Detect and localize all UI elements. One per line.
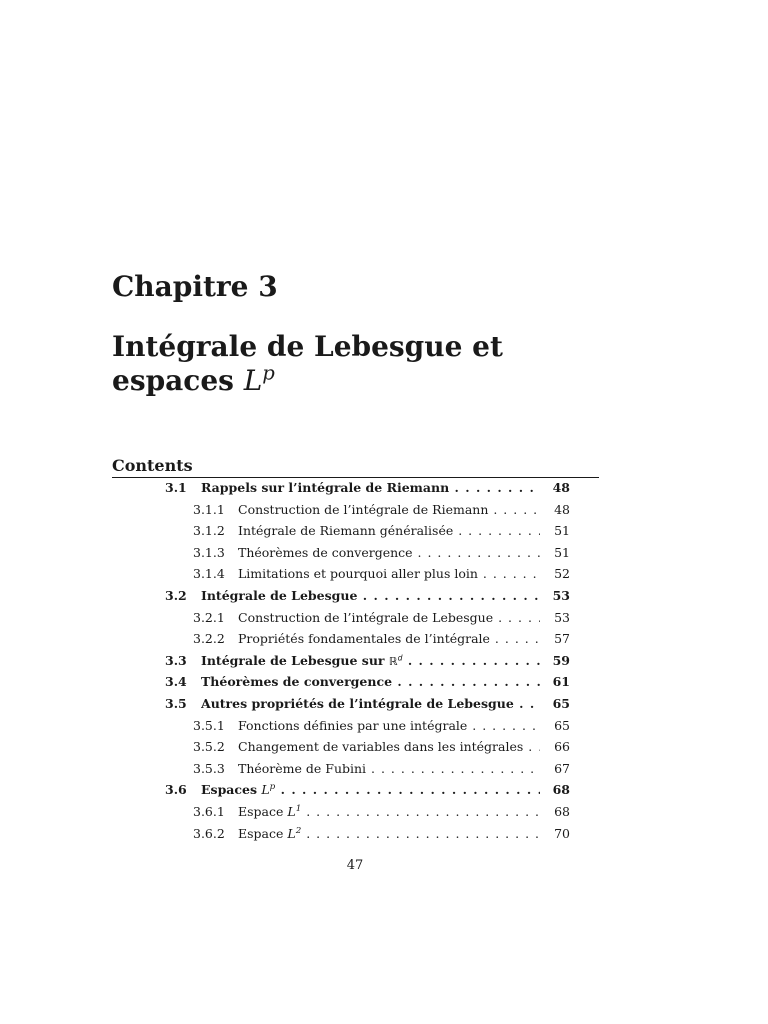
toc-entry-page: 51 xyxy=(554,544,570,560)
toc-entry-number: 3.1.1 xyxy=(193,501,225,517)
toc-entry-title: Espace $L^2$ . . . xyxy=(238,823,540,845)
chapter-title-math: $L^p$ xyxy=(243,361,275,397)
toc-entry-3-1[interactable] xyxy=(112,477,576,499)
toc-entry-3-2[interactable] xyxy=(112,585,576,607)
toc-entry-title: Construction de l’intégrale de Lebesgue . . . xyxy=(238,607,540,629)
toc-entry-number: 3.5.1 xyxy=(193,717,225,733)
toc-entry-title: Théorèmes de convergence . . . xyxy=(238,542,540,564)
toc-entry-number: 3.5.2 xyxy=(193,739,225,755)
toc-entry-title: Intégrale de Lebesgue sur ℝ$^d$ . . . xyxy=(201,650,540,673)
toc-entry-page: 68 xyxy=(554,803,570,819)
toc-entry-page: 48 xyxy=(554,501,570,517)
toc-entry-page: 68 xyxy=(552,782,570,798)
toc-entry-3-5[interactable] xyxy=(112,693,576,715)
contents-heading: Contents xyxy=(112,456,193,475)
toc-entry-title: Changement de variables dans les intégrales . . . xyxy=(238,736,540,758)
table-of-contents xyxy=(112,477,576,844)
toc-entry-page: 53 xyxy=(554,609,570,625)
toc-entry-title: Théorème de Fubini . . . xyxy=(238,758,540,780)
toc-entry-page: 70 xyxy=(554,825,570,841)
toc-entry-3-2-1[interactable] xyxy=(112,607,576,629)
toc-entry-3-4[interactable] xyxy=(112,671,576,693)
toc-entry-title: Espace $L^1$ . . . xyxy=(238,801,540,823)
toc-entry-page: 67 xyxy=(554,760,570,776)
toc-entry-number: 3.2.2 xyxy=(193,631,225,647)
toc-entry-number: 3.6.2 xyxy=(193,825,225,841)
toc-entry-number: 3.4 xyxy=(165,674,187,690)
toc-entry-title: Propriétés fondamentales de l’intégrale . . . xyxy=(238,628,540,650)
toc-entry-title: Rappels sur l’intégrale de Riemann . . . xyxy=(201,477,540,499)
toc-entry-3-5-2[interactable] xyxy=(112,736,576,758)
toc-entry-title: Intégrale de Riemann généralisée . . . xyxy=(238,520,540,542)
page-number: 47 xyxy=(346,858,364,873)
toc-entry-page: 66 xyxy=(554,739,570,755)
toc-entry-number: 3.1.2 xyxy=(193,523,225,539)
toc-entry-3-5-3[interactable] xyxy=(112,758,576,780)
toc-entry-page: 51 xyxy=(554,523,570,539)
toc-entry-3-5-1[interactable] xyxy=(112,715,576,737)
toc-entry-3-6-1[interactable] xyxy=(112,801,576,823)
toc-entry-3-1-2[interactable] xyxy=(112,520,576,542)
toc-entry-title: Limitations et pourquoi aller plus loin . . . xyxy=(238,563,540,585)
toc-entry-number: 3.6.1 xyxy=(193,803,225,819)
toc-entry-number: 3.1.4 xyxy=(193,566,225,582)
toc-entry-number: 3.2.1 xyxy=(193,609,225,625)
toc-entry-title: Théorèmes de convergence . . . xyxy=(201,671,540,693)
toc-entry-number: 3.2 xyxy=(165,587,187,603)
toc-entry-number: 3.1 xyxy=(165,480,187,495)
toc-entry-title: Espaces $L^p$ . . . xyxy=(201,779,540,801)
toc-entry-math: $L^1$ xyxy=(287,803,302,819)
toc-entry-title: Fonctions définies par une intégrale . . . xyxy=(238,715,540,737)
toc-entry-3-3[interactable] xyxy=(112,650,576,672)
toc-entry-page: 65 xyxy=(554,717,570,733)
toc-entry-3-6-2[interactable] xyxy=(112,823,576,845)
toc-entry-math: $L^2$ xyxy=(287,825,302,841)
toc-entry-title: Intégrale de Lebesgue . . . xyxy=(201,585,540,607)
toc-entry-page: 52 xyxy=(554,566,570,582)
toc-entry-number: 3.3 xyxy=(165,652,187,668)
toc-entry-title: Autres propriétés de l’intégrale de Lebesgue . . . xyxy=(201,693,540,715)
toc-entry-number: 3.5 xyxy=(165,695,187,711)
toc-entry-page: 48 xyxy=(552,480,570,495)
toc-entry-math: $L^p$ xyxy=(261,782,276,798)
chapter-title-text: Intégrale de Lebesgue et espaces xyxy=(112,330,503,397)
toc-entry-title: Construction de l’intégrale de Riemann . . . xyxy=(238,499,540,521)
chapter-label: Chapitre 3 xyxy=(112,270,278,303)
toc-entry-3-1-4[interactable] xyxy=(112,563,576,585)
toc-entry-number: 3.6 xyxy=(165,782,187,798)
toc-entry-number: 3.1.3 xyxy=(193,544,225,560)
toc-entry-3-2-2[interactable] xyxy=(112,628,576,650)
chapter-title xyxy=(112,330,592,398)
toc-entry-page: 53 xyxy=(552,587,570,603)
toc-entry-page: 61 xyxy=(552,674,570,690)
toc-entry-3-1-1[interactable] xyxy=(112,499,576,521)
toc-entry-page: 57 xyxy=(554,631,570,647)
toc-entry-3-1-3[interactable] xyxy=(112,542,576,564)
toc-entry-math: ℝ$^d$ xyxy=(388,653,403,668)
toc-entry-page: 65 xyxy=(552,695,570,711)
toc-entry-number: 3.5.3 xyxy=(193,760,225,776)
toc-entry-3-6[interactable] xyxy=(112,779,576,801)
toc-entry-page: 59 xyxy=(552,652,570,668)
